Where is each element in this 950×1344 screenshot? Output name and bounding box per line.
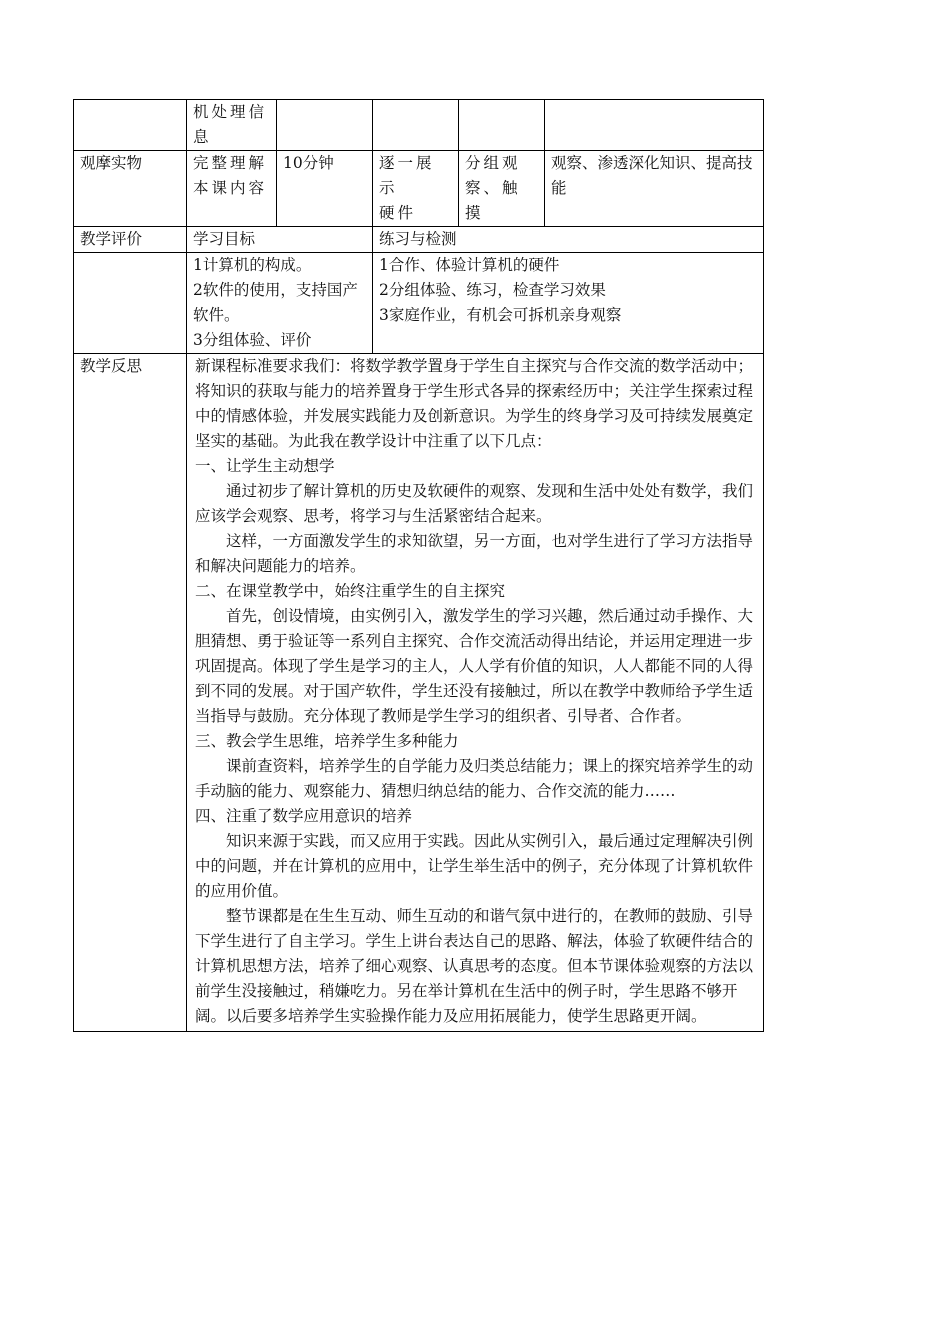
content-line: 息	[193, 128, 212, 146]
row-eval-body	[74, 253, 764, 354]
cell-student	[459, 151, 545, 227]
check-item: 1合作、体验计算机的硬件	[379, 256, 560, 274]
content-line: 察、触摸	[465, 179, 521, 222]
cell-content	[187, 100, 277, 151]
reflection-paragraph: 这样，一方面激发学生的求知欲望，另一方面，也对学生进行了学习方法指导和解决问题能力的培养。	[195, 532, 754, 575]
cell-purpose: 观察、渗透深化知识、提高技能	[545, 151, 764, 227]
cell-empty	[277, 100, 373, 151]
cell-empty	[373, 100, 459, 151]
row-processing	[74, 100, 764, 151]
checks-cell	[373, 253, 764, 354]
cell-empty	[459, 100, 545, 151]
row-label: 教学评价	[74, 227, 187, 253]
lesson-plan-table	[73, 99, 764, 1032]
cell-empty	[74, 253, 187, 354]
reflection-paragraph: 课前查资料，培养学生的自学能力及归类总结能力；课上的探究培养学生的动手动脑的能力、观察能力、猜想归纳总结的能力、合作交流的能力……	[195, 757, 754, 800]
row-label: 教学反思	[74, 354, 187, 1032]
cell-empty	[74, 100, 187, 151]
check-item: 2分组体验、练习，检查学习效果	[379, 281, 606, 299]
content-line: 逐一展示	[379, 154, 435, 197]
reflection-intro: 新课程标准要求我们：将数学教学置身于学生自主探究与合作交流的数学活动中；将知识的获取与能力的培养置身于学生形式各异的探索经历中；关注学生探索过程中的情感体验，并发展实践能力及创新意识。为学生的终身学习及可持续发展奠定坚实的基础。为此我在教学设计中注重了以下几点：	[195, 357, 754, 450]
goal-item: 3分组体验、评价	[193, 331, 312, 349]
section-heading: 三、教会学生思维，培养学生多种能力	[195, 732, 459, 750]
goal-header: 学习目标	[187, 227, 373, 253]
reflection-paragraph: 知识来源于实践，而又应用于实践。因此从实例引入，最后通过定理解决引例中的问题，并在计算机的应用中，让学生举生活中的例子，充分体现了计算机软件的应用价值。	[195, 832, 754, 900]
goals-cell	[187, 253, 373, 354]
content-line: 完整理解	[193, 154, 268, 172]
section-heading: 四、注重了数学应用意识的培养	[195, 807, 413, 825]
content-line: 机处理信	[193, 103, 268, 121]
reflection-cell	[187, 354, 764, 1032]
check-item: 3家庭作业，有机会可拆机亲身观察	[379, 306, 622, 324]
cell-teacher	[373, 151, 459, 227]
content-line: 本课内容	[193, 179, 268, 197]
goal-item: 2软件的使用，支持国产软件。	[193, 281, 358, 324]
reflection-paragraph: 整节课都是在生生互动、师生互动的和谐气氛中进行的，在教师的鼓励、引导下学生进行了自主学习。学生上讲台表达自己的思路、解法，体验了软硬件结合的计算机思想方法，培养了细心观察、认真思考的态度。但本节课体验观察的方法以前学生没接触过，稍嫌吃力。另在举计算机在生活中的例子时，学生思路不够开阔。以后要多培养学生实验操作能力及应用拓展能力，使学生思路更开阔。	[195, 907, 754, 1025]
row-reflect	[74, 354, 764, 1032]
row-label: 观摩实物	[74, 151, 187, 227]
cell-empty	[545, 100, 764, 151]
row-observe	[74, 151, 764, 227]
row-eval-header	[74, 227, 764, 253]
check-header: 练习与检测	[373, 227, 764, 253]
section-heading: 二、在课堂教学中，始终注重学生的自主探究	[195, 582, 506, 600]
reflection-paragraph: 通过初步了解计算机的历史及软硬件的观察、发现和生活中处处有数学，我们应该学会观察、思考，将学习与生活紧密结合起来。	[195, 482, 754, 525]
content-line: 硬件	[379, 204, 417, 222]
goal-item: 1计算机的构成。	[193, 256, 312, 274]
content-line: 分组观	[465, 154, 521, 172]
cell-time: 10分钟	[277, 151, 373, 227]
section-heading: 一、让学生主动想学	[195, 457, 335, 475]
reflection-paragraph: 首先，创设情境，由实例引入，激发学生的学习兴趣，然后通过动手操作、大胆猜想、勇于验证等一系列自主探究、合作交流活动得出结论，并运用定理进一步巩固提高。体现了学生是学习的主人，人人学有价值的知识，人人都能不同的人得到不同的发展。对于国产软件，学生还没有接触过，所以在教学中教师给予学生适当指导与鼓励。充分体现了教师是学生学习的组织者、引导者、合作者。	[195, 607, 754, 725]
cell-content	[187, 151, 277, 227]
